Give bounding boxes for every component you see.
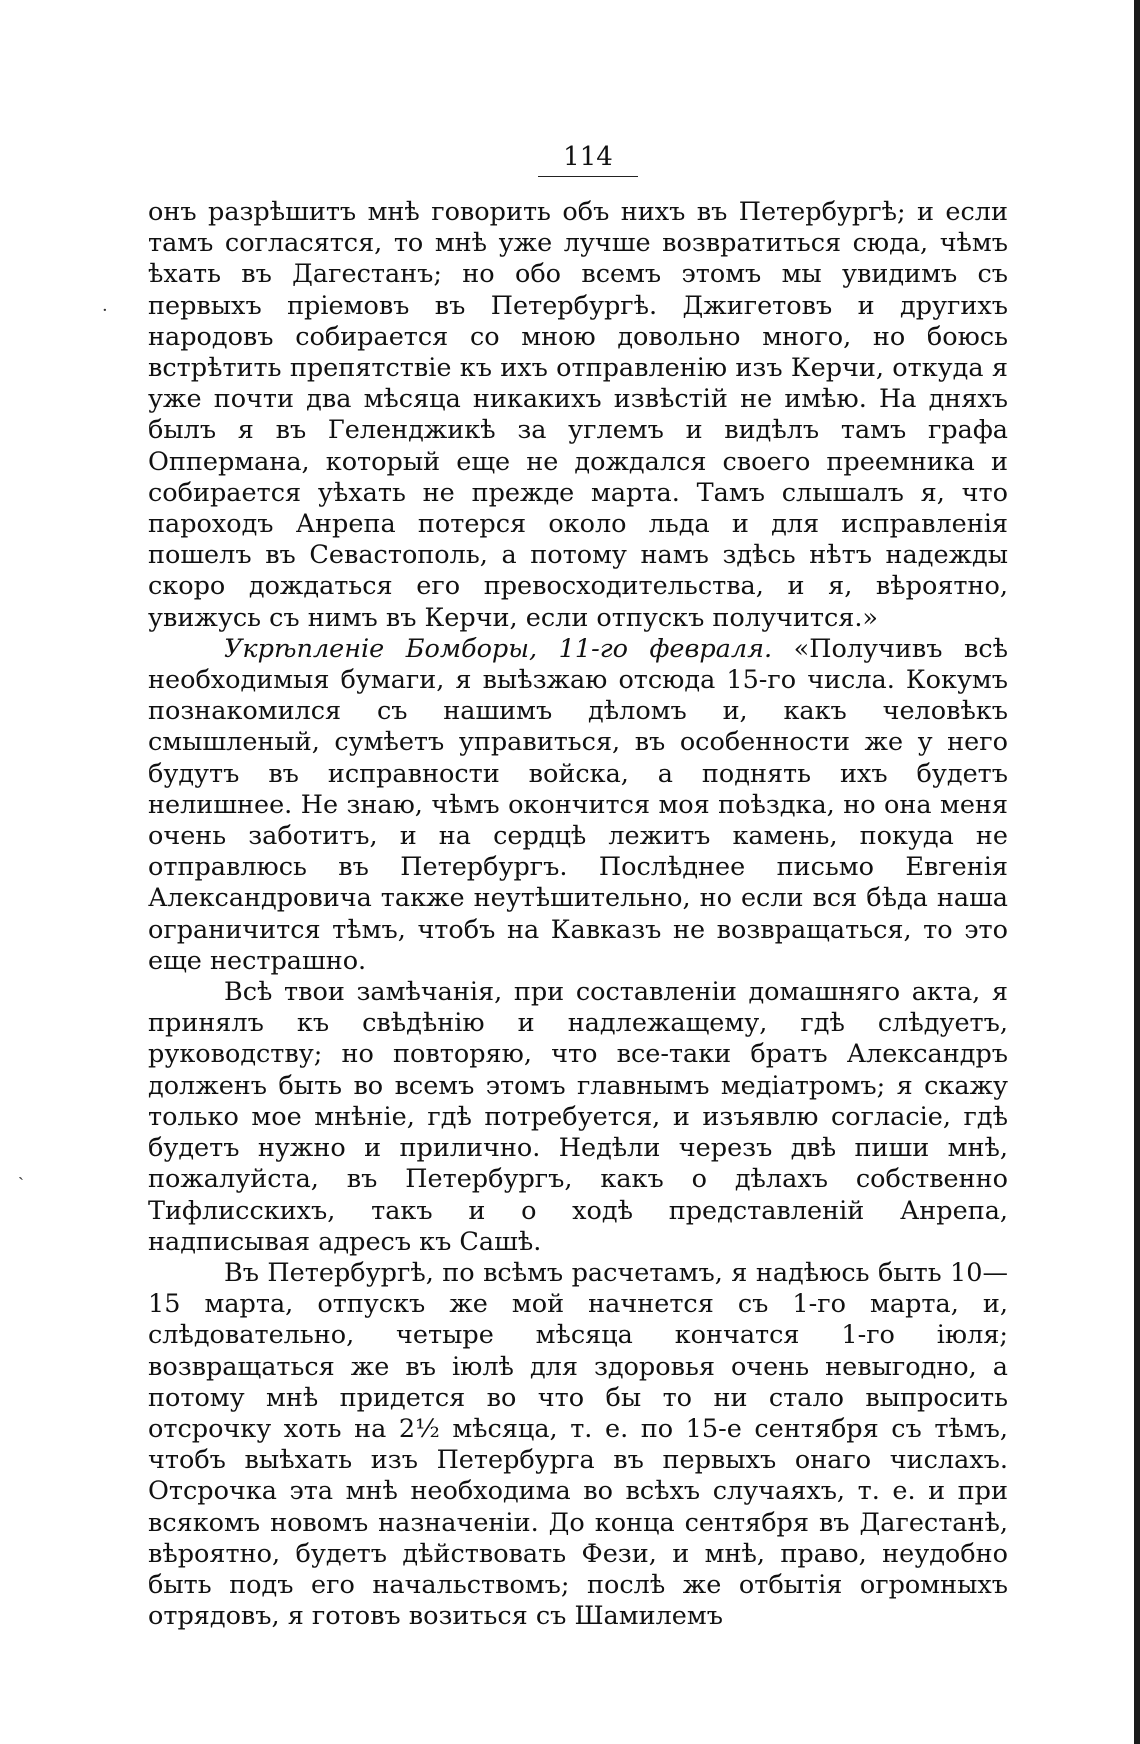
margin-mark: · [102,300,108,321]
paragraph: Всѣ твои замѣчанія, при составленіи домашняго акта, я принялъ къ свѣдѣнію и надлежащему, гдѣ слѣдуетъ, руководству; но повторяю, что все-таки братъ Александръ долженъ быть во всемъ этомъ главнымъ медіатромъ; я скажу только мое мнѣніе, гдѣ потребуется, и изъявлю согласіе, гдѣ будетъ нужно и прилично. Недѣли черезъ двѣ пиши мнѣ, пожалуйста, въ Петербургъ, какъ о дѣлахъ собственно Тифлисскихъ, такъ и о ходѣ представленій Анрепа, надписывая адресъ къ Сашѣ. [148,977,1008,1257]
paragraph-text: «Получивъ всѣ необходимыя бумаги, я выѣзжаю отсюда 15-го числа. Кокумъ познакомился съ нашимъ дѣломъ и, какъ человѣкъ смышленый, сумѣетъ управиться, въ особенности же у него будутъ въ исправности войска, а поднять ихъ будетъ нелишнее. Не знаю, чѣмъ окончится моя поѣздка, но она меня очень заботитъ, и на сердцѣ лежитъ камень, покуда не отправлюсь въ Петербургъ. Послѣднее письмо Евгенія Александровича также неутѣшительно, но если вся бѣда наша ограничится тѣмъ, чтобъ на Кавказъ не возвращаться, то это еще нестрашно. [148,633,1008,976]
page-number: 114 [538,142,638,177]
dateline: Укрѣпленіе Бомборы, 11-го февраля. [224,633,773,664]
paragraph [148,634,1008,977]
body-text [148,197,1008,1632]
paragraph: онъ разрѣшитъ мнѣ говорить объ нихъ въ Петербургѣ; и если тамъ согласятся, то мнѣ уже лучше возвратиться сюда, чѣмъ ѣхать въ Дагестанъ; но обо всемъ этомъ мы увидимъ съ первыхъ пріемовъ въ Петербургѣ. Джигетовъ и другихъ народовъ собирается со мною довольно много, но боюсь встрѣтить препятствіе къ ихъ отправленію изъ Керчи, откуда я уже почти два мѣсяца никакихъ извѣстій не имѣю. На дняхъ былъ я въ Геленджикѣ за углемъ и видѣлъ тамъ графа Оппермана, который еще не дождался своего преемника и собирается уѣхать не прежде марта. Тамъ слышалъ я, что пароходъ Анрепа потерся около льда и для исправленія пошелъ въ Севастополь, а потому намъ здѣсь нѣтъ надежды скоро дождаться его превосходительства, и я, вѣроятно, увижусь съ нимъ въ Керчи, если отпускъ получится.» [148,197,1008,633]
scan-edge [1134,0,1140,1744]
margin-mark: ˎ [18,1160,24,1181]
paragraph: Въ Петербургѣ, по всѣмъ расчетамъ, я надѣюсь быть 10—15 марта, отпускъ же мой начнется съ 1-го марта, и, слѣдовательно, четыре мѣсяца кончатся 1-го іюля; возвращаться же въ іюлѣ для здоровья очень невыгодно, а потому мнѣ придется во что бы то ни стало выпросить отсрочку хоть на 2½ мѣсяца, т. е. по 15-е сентября съ тѣмъ, чтобъ выѣхать изъ Петербурга въ первыхъ онаго числахъ. Отсрочка эта мнѣ необходима во всѣхъ случаяхъ, т. е. и при всякомъ новомъ назначеніи. До конца сентября въ Дагестанѣ, вѣроятно, будетъ дѣйствовать Фези, и мнѣ, право, неудобно быть подъ его начальствомъ; послѣ же отбытія огромныхъ отрядовъ, я готовъ возиться съ Шамилемъ [148,1257,1008,1632]
